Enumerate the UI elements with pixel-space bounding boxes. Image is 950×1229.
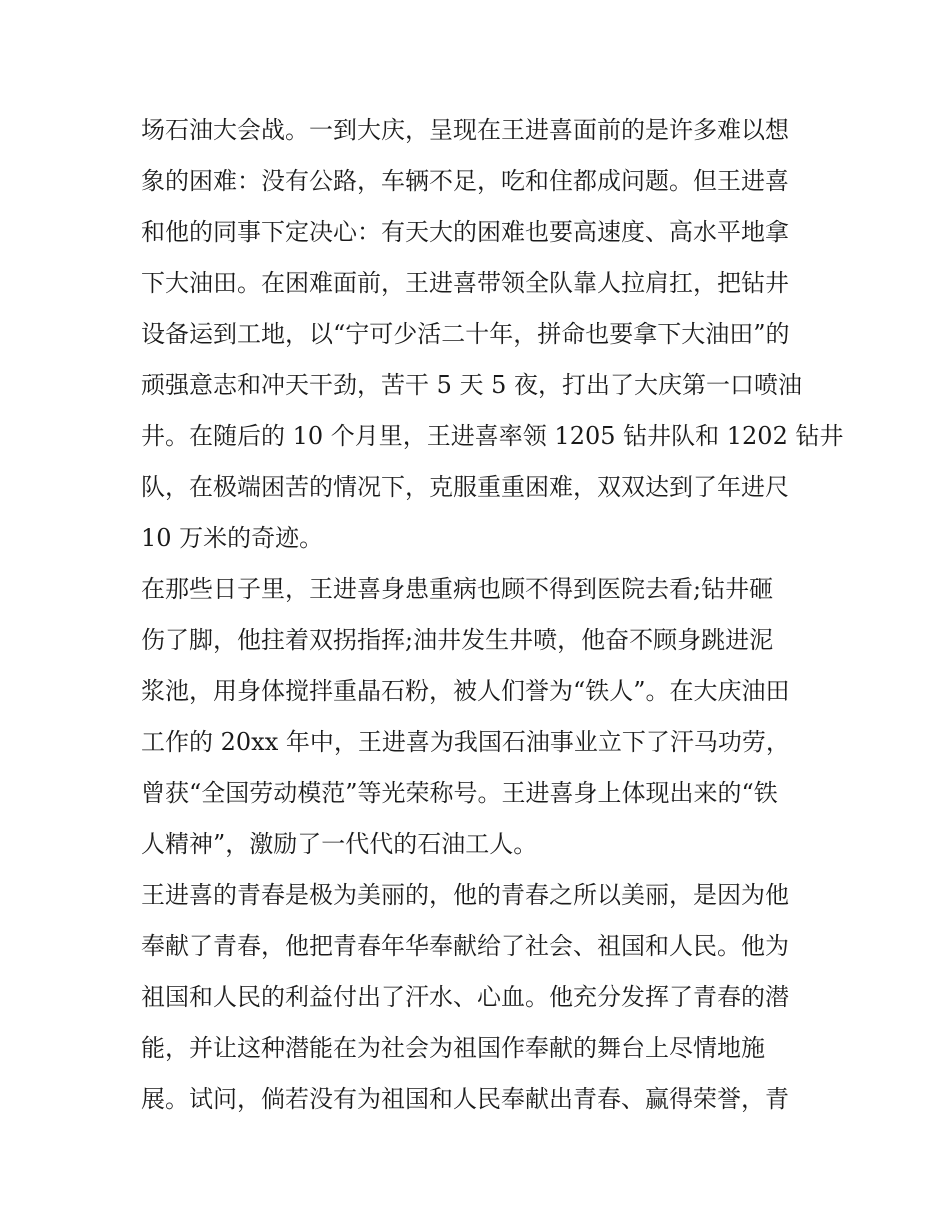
text-line: 浆池，用身体搅拌重晶石粉，被人们誉为“铁人”。在大庆油田 — [141, 677, 790, 705]
text-line: 井。在随后的 10 个月里，王进喜率领 1205 钻井队和 1202 钻井 — [141, 422, 844, 450]
text-line: 和他的同事下定决心：有天大的困难也要高速度、高水平地拿 — [141, 218, 789, 246]
text-line: 工作的 20xx 年中，王进喜为我国石油事业立下了汗马功劳， — [141, 728, 790, 756]
text-line: 在那些日子里，王进喜身患重病也顾不得到医院去看;钻井砸 — [141, 575, 774, 603]
text-line: 展。试问，倘若没有为祖国和人民奉献出青春、赢得荣誉，青 — [141, 1085, 789, 1113]
text-line: 10 万米的奇迹。 — [141, 524, 324, 552]
text-line: 曾获“全国劳动模范”等光荣称号。王进喜身上体现出来的“铁 — [141, 779, 778, 807]
text-line: 设备运到工地，以“宁可少活二十年，拼命也要拿下大油田”的 — [141, 320, 790, 348]
text-line: 王进喜的青春是极为美丽的，他的青春之所以美丽，是因为他 — [141, 881, 789, 909]
text-line: 象的困难：没有公路，车辆不足，吃和住都成问题。但王进喜 — [141, 167, 789, 195]
text-line: 伤了脚，他拄着双拐指挥;油井发生井喷，他奋不顾身跳进泥 — [141, 626, 774, 654]
text-line: 场石油大会战。一到大庆，呈现在王进喜面前的是许多难以想 — [141, 116, 789, 144]
text-line: 顽强意志和冲天干劲，苦干 5 天 5 夜，打出了大庆第一口喷油 — [141, 371, 803, 399]
text-line: 人精神”，激励了一代代的石油工人。 — [141, 830, 538, 858]
text-line: 下大油田。在困难面前，王进喜带领全队靠人拉肩扛，把钻井 — [141, 269, 789, 297]
text-line: 队，在极端困苦的情况下，克服重重困难，双双达到了年进尺 — [141, 473, 789, 501]
body-text — [141, 105, 844, 1125]
text-line: 奉献了青春，他把青春年华奉献给了社会、祖国和人民。他为 — [141, 932, 789, 960]
text-line: 祖国和人民的利益付出了汗水、心血。他充分发挥了青春的潜 — [141, 983, 789, 1011]
text-line: 能，并让这种潜能在为社会为祖国作奉献的舞台上尽情地施 — [141, 1034, 765, 1062]
